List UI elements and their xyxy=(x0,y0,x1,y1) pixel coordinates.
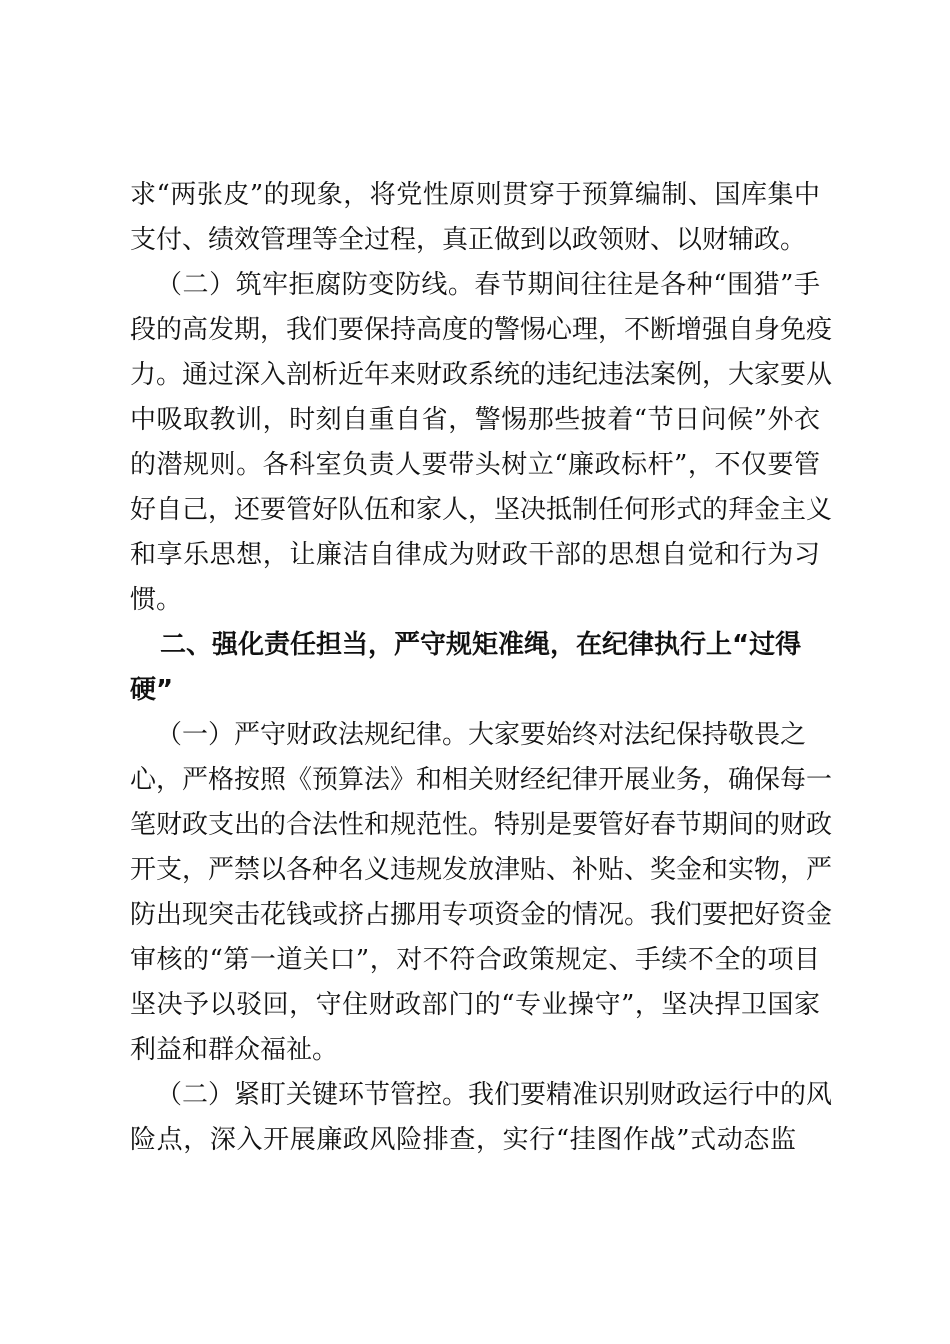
text-line: （二）筑牢拒腐防变防线。春节期间往往是各种“围猎”手 xyxy=(156,270,820,300)
text-line: 的潜规则。各科室负责人要带头树立“廉政标杆”，不仅要管 xyxy=(130,450,820,480)
text-line: 审核的“第一道关口”，对不符合政策规定、手续不全的项目 xyxy=(130,945,820,975)
text-line: 支付、绩效管理等全过程，真正做到以政领财、以财辅政。 xyxy=(130,225,807,255)
text-line: 坚决予以驳回，守住财政部门的“专业操守”，坚决捍卫国家 xyxy=(130,990,820,1020)
text-line: 利益和群众福祉。 xyxy=(130,1035,339,1065)
text-line: 求“两张皮”的现象，将党性原则贯穿于预算编制、国库集中 xyxy=(130,180,820,210)
heading-line: 硬” xyxy=(130,675,174,705)
text-line: 开支，严禁以各种名义违规发放津贴、补贴、奖金和实物，严 xyxy=(130,855,833,885)
text-line: 防出现突击花钱或挤占挪用专项资金的情况。我们要把好资金 xyxy=(130,900,833,930)
text-line: 段的高发期，我们要保持高度的警惕心理，不断增强自身免疫 xyxy=(130,315,833,345)
text-line: 心，严格按照《预算法》和相关财经纪律开展业务，确保每一 xyxy=(130,765,833,795)
text-line: 笔财政支出的合法性和规范性。特别是要管好春节期间的财政 xyxy=(130,810,833,840)
text-line: 力。通过深入剖析近年来财政系统的违纪违法案例，大家要从 xyxy=(130,360,833,390)
text-line: 险点，深入开展廉政风险排查，实行“挂图作战”式动态监 xyxy=(130,1125,796,1155)
text-line: （一）严守财政法规纪律。大家要始终对法纪保持敬畏之 xyxy=(156,720,807,750)
text-line: 和享乐思想，让廉洁自律成为财政干部的思想自觉和行为习 xyxy=(130,540,820,570)
text-line: 中吸取教训，时刻自重自省，警惕那些披着“节日问候”外衣 xyxy=(130,405,820,435)
text-line: 好自己，还要管好队伍和家人，坚决抵制任何形式的拜金主义 xyxy=(130,495,833,525)
text-line: 惯。 xyxy=(130,585,183,615)
heading-line: 二、强化责任担当，严守规矩准绳，在纪律执行上“过得 xyxy=(160,630,802,660)
text-line: （二）紧盯关键环节管控。我们要精准识别财政运行中的风 xyxy=(156,1080,833,1110)
